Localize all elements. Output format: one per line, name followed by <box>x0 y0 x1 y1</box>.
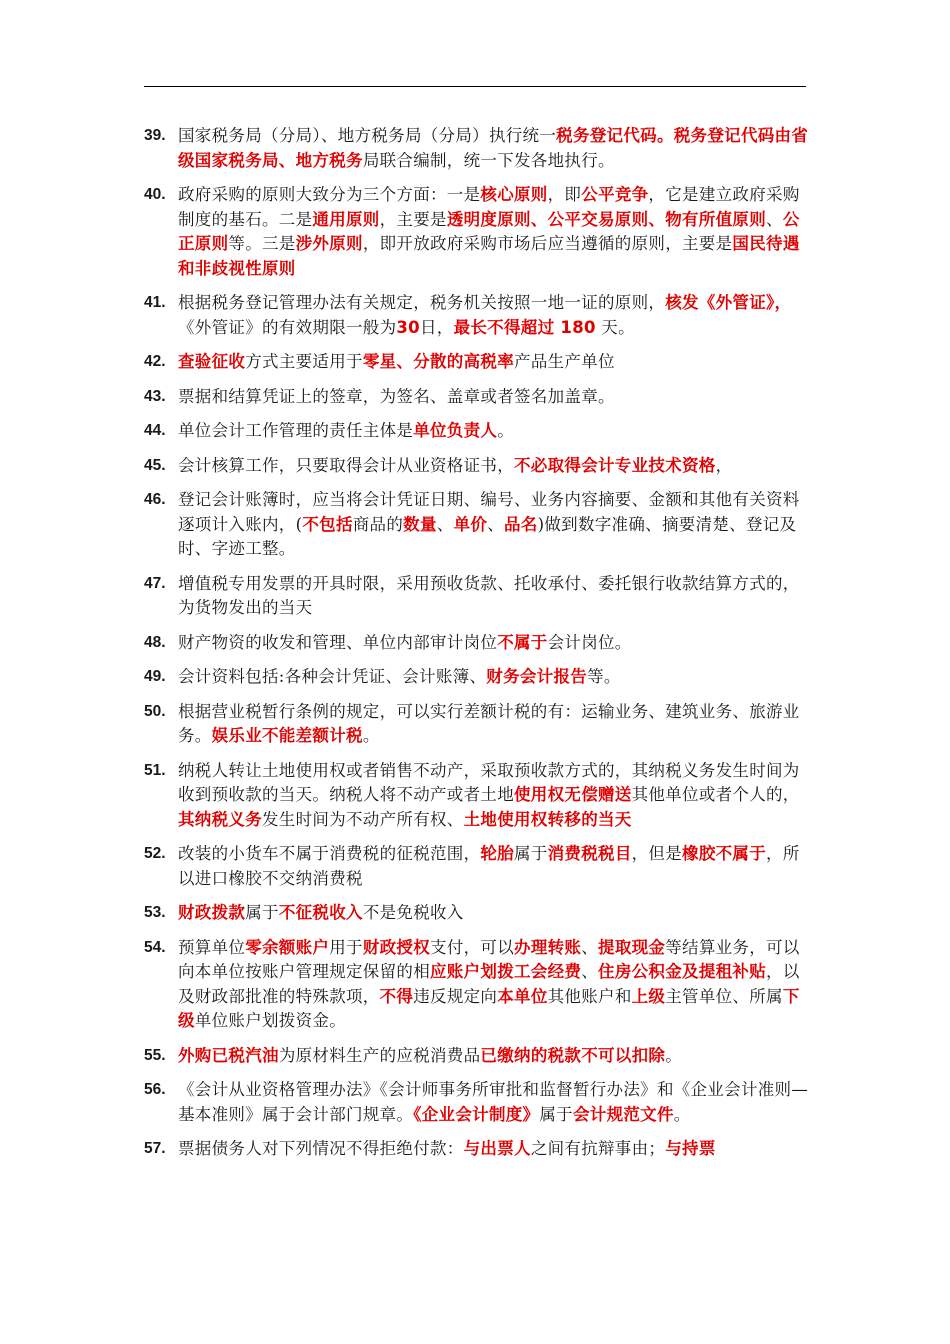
text-segment: 其他账户和 <box>547 986 632 1006</box>
list-item <box>144 350 812 375</box>
text-segment: 会计核算工作，只要取得会计从业资格证书， <box>178 455 514 475</box>
list-item <box>144 759 812 833</box>
highlighted-text: 上级 <box>631 986 666 1006</box>
highlighted-text: 不属于 <box>497 632 548 652</box>
text-segment: 票据和结算凭证上的签章，为签名、盖章或者签名加盖章。 <box>178 386 615 406</box>
item-number: 43. <box>144 387 166 405</box>
item-number: 51. <box>144 761 166 779</box>
highlighted-text: 单价 <box>453 514 488 534</box>
text-segment: 会计资料包括:各种会计凭证、会计账簿、 <box>178 667 487 686</box>
text-segment: 用于 <box>329 937 363 957</box>
text-segment: 其他单位或者个人的， <box>631 785 800 804</box>
highlighted-text: 不包括 <box>302 514 353 534</box>
text-segment: 。 <box>673 1104 691 1124</box>
item-text <box>178 291 812 340</box>
highlighted-text: 税务登记代码。税务登记代码由省级国家税务局、地方税务 <box>178 126 809 170</box>
text-segment: ，它是建立政府采购制度的基石。二是 <box>178 185 800 229</box>
text-segment: 支付，可以 <box>430 937 515 957</box>
text-segment: 属于 <box>539 1104 573 1124</box>
item-number: 42. <box>144 353 166 370</box>
text-segment: 政府采购的原则大致分为三个方面：一是 <box>178 185 481 204</box>
item-number: 56. <box>144 1081 166 1098</box>
item-text <box>178 572 812 621</box>
item-number: 55. <box>144 1046 166 1064</box>
text-segment: )做到数字准确、摘要清楚、登记及时、字迹工整。 <box>178 514 797 558</box>
text-segment: 根据税务登记管理办法有关规定，税务机关按照一地一证的原则， <box>178 293 666 312</box>
text-segment: 等结算业务，可以向本单位按账户管理规定保留的相 <box>178 937 800 981</box>
list-item <box>144 572 812 621</box>
item-number: 57. <box>144 1140 166 1157</box>
item-text <box>178 759 812 833</box>
text-segment: 属于 <box>514 844 548 863</box>
highlighted-text: 与出票人 <box>463 1139 531 1158</box>
highlighted-text: 透明度原则、公平交易原则、物有所值原则 <box>446 209 767 229</box>
text-segment: 预算单位 <box>178 937 246 957</box>
highlighted-text: 会计规范文件 <box>572 1104 674 1124</box>
highlighted-text: 本单位 <box>497 986 548 1006</box>
highlighted-text: 下级 <box>178 986 800 1030</box>
text-segment: 财产物资的收发和管理、单位内部审计岗位 <box>178 632 498 652</box>
highlighted-text: 已缴纳的税款不可以扣除 <box>480 1045 666 1065</box>
item-number: 39. <box>144 127 166 144</box>
text-segment: 方式主要适用于 <box>245 352 363 371</box>
highlighted-text: 财务会计报告 <box>486 667 588 686</box>
item-number: 49. <box>144 668 166 685</box>
text-segment: 、 <box>581 962 599 981</box>
highlighted-text: 财政拨款 <box>178 903 246 922</box>
item-number: 50. <box>144 702 166 720</box>
list-item <box>144 291 812 340</box>
list-item <box>144 124 812 173</box>
item-text <box>178 183 812 281</box>
item-text <box>178 700 812 749</box>
text-segment: 《会计从业资格管理办法》《会计师事务所审批和监督暂行办法》和《企业会计准则—基本准则》属于会计部门规章。 <box>178 1080 809 1124</box>
item-number: 48. <box>144 633 166 651</box>
item-text <box>178 350 812 375</box>
list-item <box>144 1044 812 1069</box>
text-segment: 单位会计工作管理的责任主体是 <box>178 421 414 440</box>
highlighted-text: 不得 <box>379 986 414 1006</box>
text-segment: 单位账户划拨资金。 <box>194 1011 347 1030</box>
highlighted-text: 不征税收入 <box>278 903 363 922</box>
list-item <box>144 700 812 749</box>
text-segment: 纳税人转让土地使用权或者销售不动产，采取预收款方式的，其纳税义务发生时间为收到预收款的当天。纳税人将不动产或者土地 <box>178 760 800 804</box>
highlighted-text: 外购已税汽油 <box>178 1045 279 1065</box>
list-item <box>144 183 812 281</box>
item-number: 46. <box>144 491 166 508</box>
highlighted-text: 公正原则 <box>178 209 800 253</box>
highlighted-text: 使用权无偿赠送 <box>514 785 632 804</box>
text-segment: 不是免税收入 <box>362 903 464 922</box>
item-text <box>178 385 812 410</box>
item-text <box>178 1044 812 1069</box>
item-number: 47. <box>144 574 166 592</box>
text-segment: 主管单位、所属 <box>665 986 783 1006</box>
item-number: 52. <box>144 845 166 862</box>
text-segment: 增值税专用发票的开具时限，采用预收货款、托收承付、委托银行收款结算方式的，为货物发出的当天 <box>178 573 800 617</box>
highlighted-text: 办理转账 <box>514 937 582 957</box>
text-segment: ， <box>715 455 733 475</box>
highlighted-text: 其纳税义务 <box>178 809 262 829</box>
item-text <box>178 124 812 173</box>
text-segment: ，以及财政部批准的特殊款项， <box>178 962 800 1006</box>
header-rule <box>144 86 806 87</box>
highlighted-text: 涉外原则 <box>295 234 363 253</box>
item-text <box>178 1078 812 1127</box>
text-segment: 。 <box>665 1045 683 1065</box>
list-item <box>144 488 812 562</box>
text-segment: 属于 <box>245 903 279 922</box>
highlighted-text: 核心原则 <box>480 185 548 204</box>
highlighted-text: 娱乐业不能差额计税 <box>211 726 363 745</box>
item-text <box>178 454 812 479</box>
text-segment: 商品的 <box>352 514 404 534</box>
list-item <box>144 901 812 926</box>
highlighted-text: 轮胎 <box>480 844 515 863</box>
text-segment: 改装的小货车不属于消费税的征税范围， <box>178 844 481 863</box>
highlighted-text: 不必取得会计专业技术资格 <box>514 455 716 475</box>
text-segment: 、 <box>581 937 599 957</box>
text-segment: 票据债务人对下列情况不得拒绝付款： <box>178 1139 464 1158</box>
highlighted-text: 数量 <box>403 514 437 534</box>
item-text <box>178 1137 812 1162</box>
highlighted-text: 与持票 <box>665 1139 716 1158</box>
list-item <box>144 1137 812 1162</box>
text-segment: ，主要是 <box>379 209 447 229</box>
list-item <box>144 419 812 444</box>
highlighted-text: 住房公积金及提租补贴 <box>598 962 767 981</box>
text-segment: 天。 <box>595 317 635 337</box>
item-number: 45. <box>144 456 166 474</box>
highlighted-text: 消费税税目 <box>547 844 632 863</box>
text-segment: ，即开放政府采购市场后应当遵循的原则，主要是 <box>362 234 733 253</box>
highlighted-text: 财政授权 <box>362 937 431 957</box>
highlighted-text: 橡胶不属于 <box>682 844 767 863</box>
list-item <box>144 385 812 410</box>
highlighted-text: 核发《外管证》， <box>665 293 792 312</box>
text-segment: 等。三是 <box>228 234 296 253</box>
list-item <box>144 665 812 690</box>
text-segment: 、 <box>766 209 783 229</box>
highlighted-text: 国民待遇和非歧视性原则 <box>178 234 800 278</box>
item-text <box>178 631 812 656</box>
text-segment: 根据营业税暂行条例的规定，可以实行差额计税的有：运输业务、建筑业务、旅游业务。 <box>178 701 800 745</box>
highlighted-text: 公平竞争 <box>581 185 649 204</box>
list-item <box>144 454 812 479</box>
text-segment: 发生时间为不动产所有权、 <box>262 809 464 829</box>
item-text <box>178 901 812 926</box>
text-segment: 《外管证》的有效期限一般为 <box>178 317 397 337</box>
text-segment: 、 <box>436 514 454 534</box>
highlighted-text: 查验征收 <box>178 352 246 371</box>
numbered-list <box>144 124 812 1172</box>
item-text <box>178 488 812 562</box>
text-segment: 为原材料生产的应税消费品 <box>278 1045 481 1065</box>
text-segment: 、 <box>487 514 504 534</box>
text-segment: 。 <box>362 726 380 745</box>
text-segment: ，但是 <box>631 844 683 863</box>
list-item <box>144 631 812 656</box>
item-text <box>178 842 812 891</box>
text-segment: 日， <box>419 317 454 337</box>
text-segment: 违反规定向 <box>413 986 498 1006</box>
item-text <box>178 936 812 1034</box>
text-segment: 局联合编制，统一下发各地执行。 <box>362 150 615 170</box>
item-number: 54. <box>144 938 166 956</box>
text-segment: 。 <box>497 421 515 440</box>
text-segment: ，所以进口橡胶不交纳消费税 <box>178 844 800 888</box>
item-number: 44. <box>144 422 166 439</box>
list-item <box>144 936 812 1034</box>
item-text <box>178 665 812 690</box>
list-item <box>144 1078 812 1127</box>
highlighted-text: 通用原则 <box>312 209 380 229</box>
highlighted-text: 零星、分散的高税率 <box>362 352 515 371</box>
highlighted-text: 最长不得超过 180 <box>453 317 596 337</box>
text-segment: 之间有抗辩事由； <box>530 1139 666 1158</box>
item-text <box>178 419 812 444</box>
item-number: 53. <box>144 904 166 921</box>
text-segment: 登记会计账簿时，应当将会计凭证日期、编号、业务内容摘要、金额和其他有关资料逐项计入账内，( <box>178 490 800 534</box>
highlighted-text: 应账户划拨工会经费 <box>430 962 582 981</box>
highlighted-text: 品名 <box>504 514 538 534</box>
highlighted-text: 《企业会计制度》 <box>413 1104 540 1124</box>
highlighted-text: 单位负责人 <box>413 421 498 440</box>
item-number: 40. <box>144 186 166 203</box>
text-segment: 会计岗位。 <box>547 632 632 652</box>
highlighted-text: 30 <box>396 317 420 337</box>
list-item <box>144 842 812 891</box>
text-segment: ，即 <box>547 185 582 204</box>
text-segment: 产品生产单位 <box>514 352 615 371</box>
text-segment: 国家税务局（分局）、地方税务局（分局）执行统一 <box>178 126 557 145</box>
highlighted-text: 提取现金 <box>598 937 666 957</box>
highlighted-text: 土地使用权转移的当天 <box>463 809 632 829</box>
item-number: 41. <box>144 294 166 311</box>
text-segment: 等。 <box>587 667 621 686</box>
highlighted-text: 零余额账户 <box>245 937 330 957</box>
